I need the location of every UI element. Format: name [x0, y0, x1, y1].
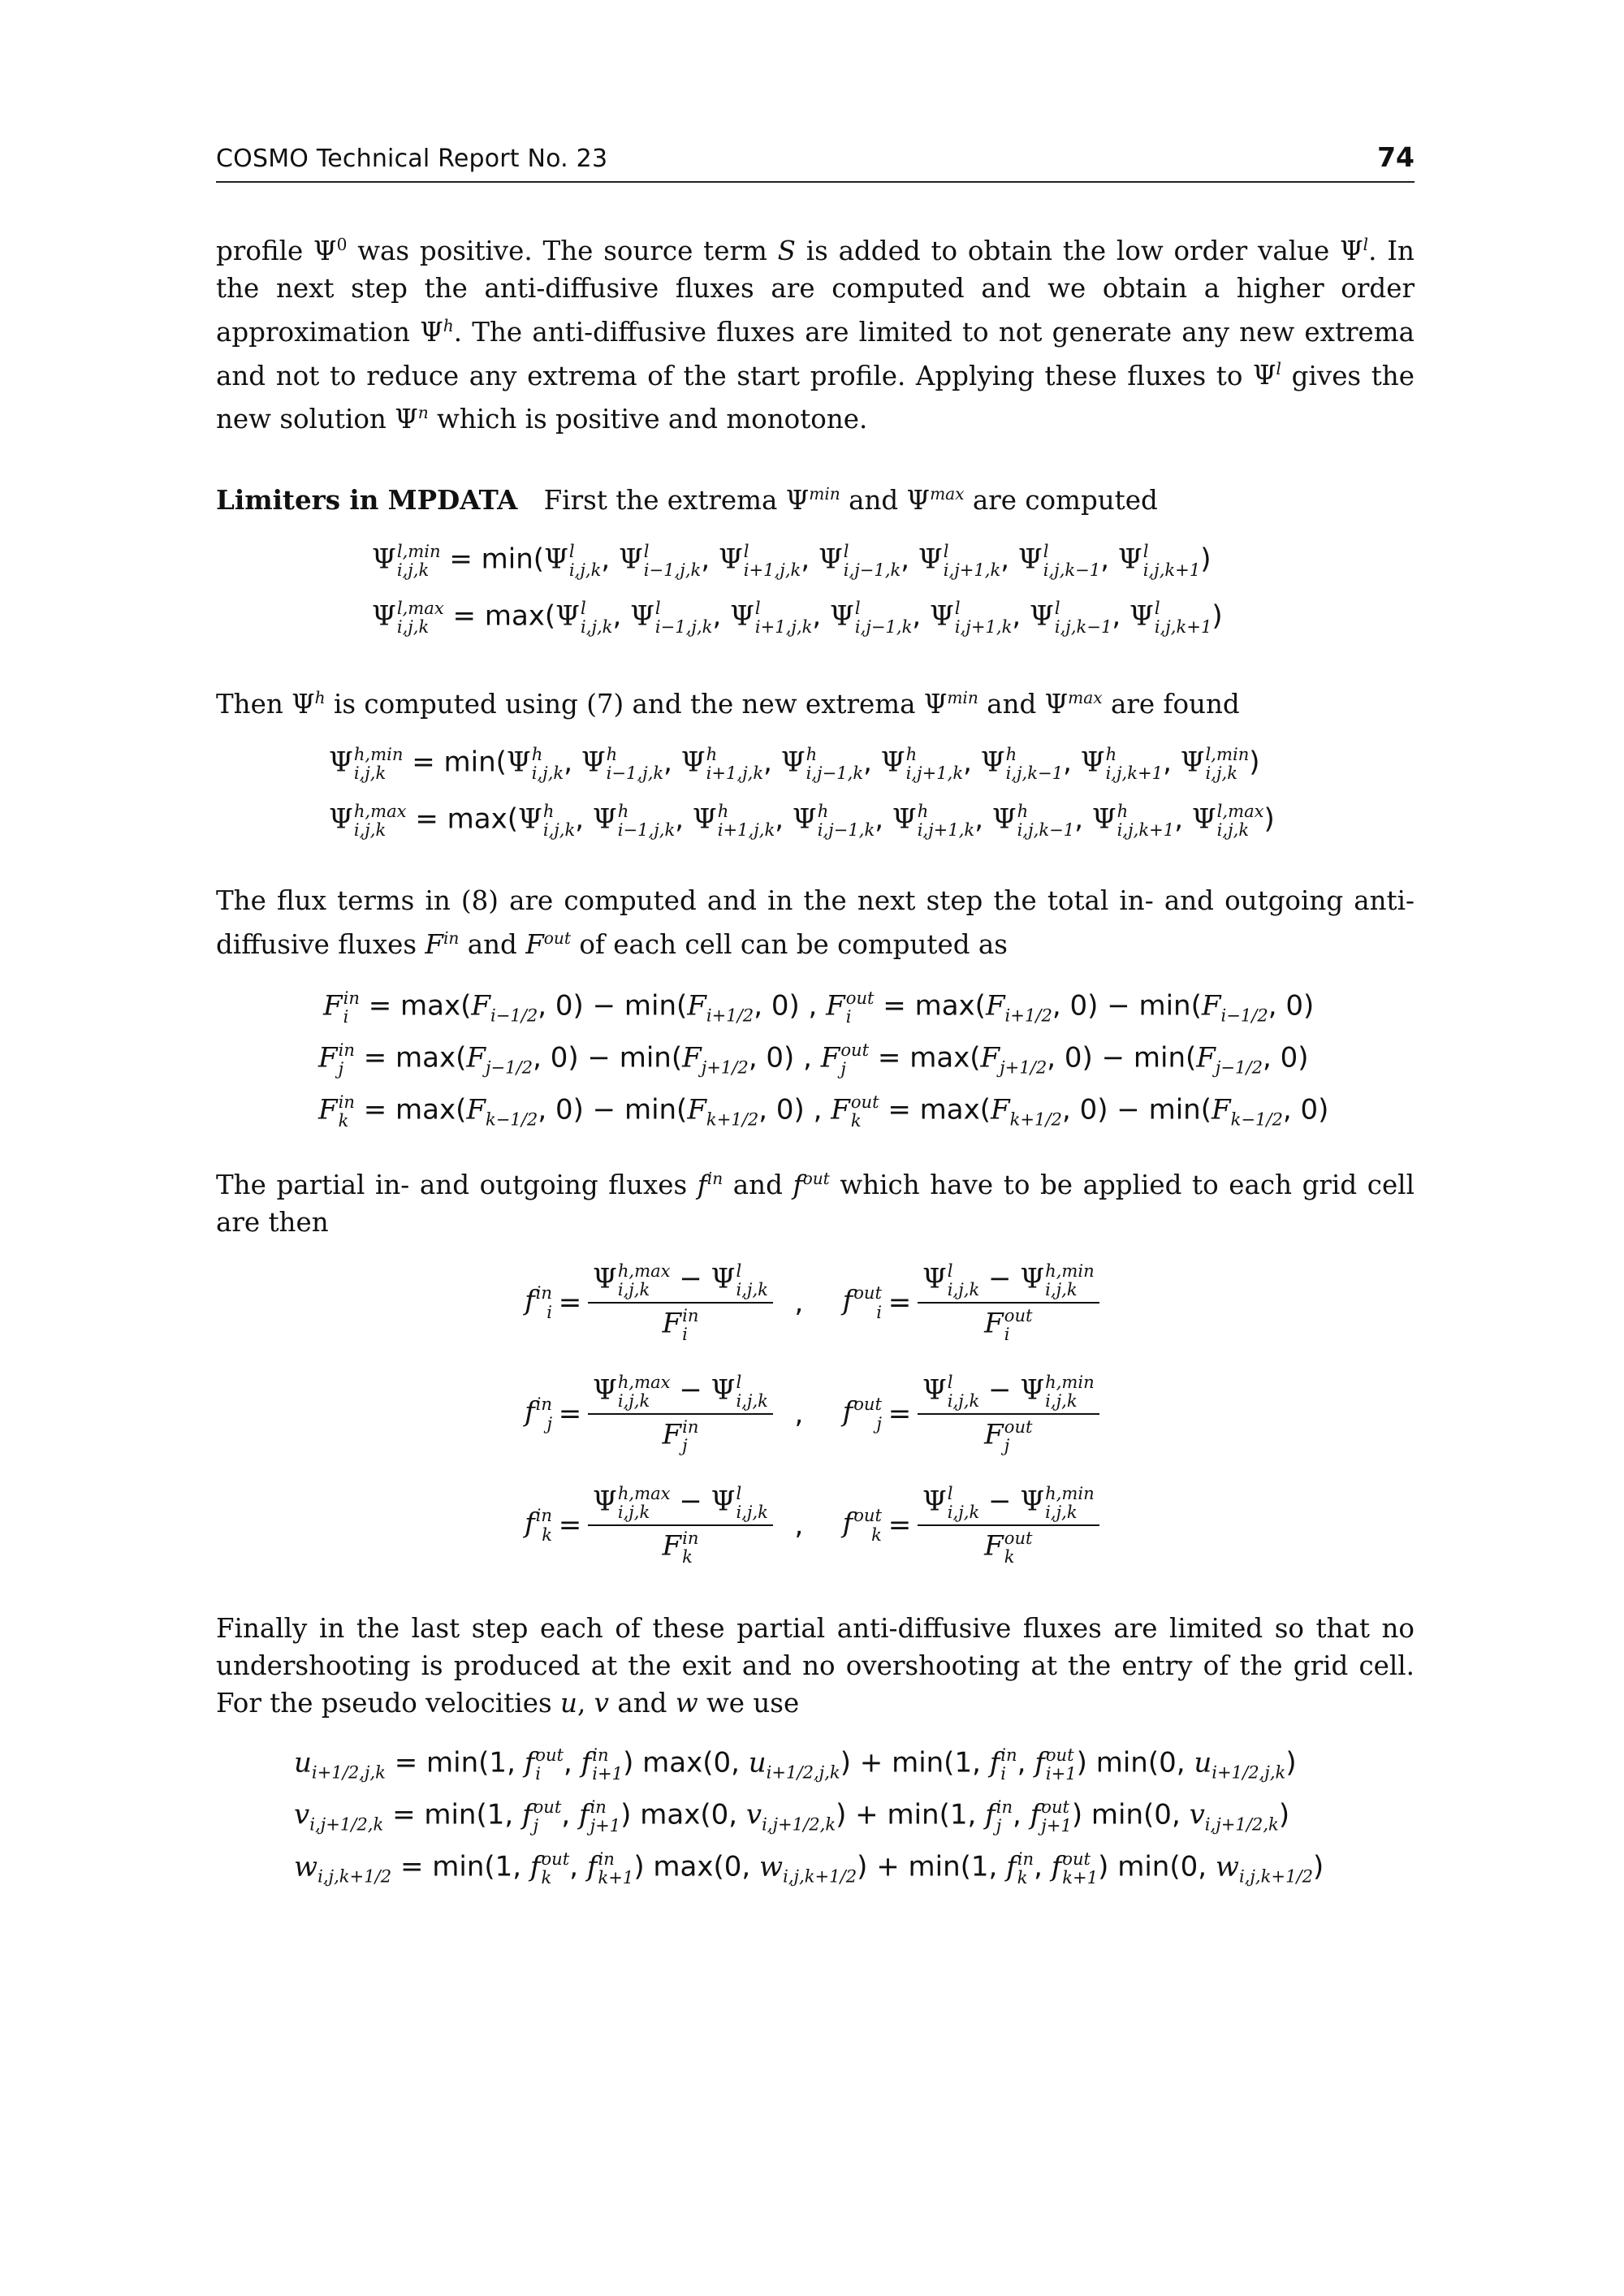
running-header-title: COSMO Technical Report No. 23: [216, 145, 608, 173]
equation-f-k: f in k = Ψ h,max i,j,k − Ψ l i,j,k F in k , f out k = Ψ l i,j,k − Ψ h,min i,j,k F out k: [503, 1469, 1099, 1580]
partial-flux-equations: [503, 1247, 1099, 1580]
equation-psi-l-max: Ψ l,max i,j,k = max(Ψ l i,j,k , Ψ l i−1,j,k , Ψ l i+1,j,k , Ψ l i,j−1,k , Ψ l i,j+1,k , Ψ l i,j,k−1 , Ψ l i,j,k+1 ): [372, 598, 1223, 638]
equation-F-j: F in j = $\max(F_{j-1/2}$, $0) - \min(F_{j+1/2}$, 0) , F out j = $\max(F_{j+1/2}$, $0) - \min(F_{j-1/2}$, 0): [318, 1040, 1309, 1079]
page-number: 74: [1377, 141, 1415, 173]
equation-f-i: f in i = Ψ h,max i,j,k − Ψ l i,j,k F in i , f out i = Ψ l i,j,k − Ψ h,min i,j,k F out i: [503, 1247, 1099, 1358]
equation-v: $v_{i,j+1/2,k} = \min(1$, f out j , f in j+1 ) max(0, $v_{i,j+1/2,k}) + \min(1$, f in j , f out j+1 ) min(0, $v_{i,j+1/2,k}$): [294, 1797, 1290, 1836]
equation-u: $u_{i+1/2,j,k} = \min(1$, f out i , f in i+1 ) max(0, $u_{i+1/2,j,k}) + \min(1$, f in i , f out i+1 ) min(0, $u_{i+1/2,j,k}$): [294, 1745, 1297, 1784]
equation-psi-h-min: Ψ h,min i,j,k = min(Ψ h i,j,k , Ψ h i−1,j,k , Ψ h i+1,j,k , Ψ h i,j−1,k , Ψ h i,j+1,k , Ψ h i,j,k−1 , Ψ h i,j,k+1 , Ψ l,min i,j,k ): [329, 744, 1260, 784]
equation-psi-h-max: Ψ h,max i,j,k = max(Ψ h i,j,k , Ψ h i−1,j,k , Ψ h i+1,j,k , Ψ h i,j−1,k , Ψ h i,j+1,k , Ψ h i,j,k−1 , Ψ h i,j,k+1 , Ψ l,max i,j,k ): [329, 801, 1275, 841]
paragraph-limiters: Limiters in MPDATA First the extrema $\Psi^{min}$ and $\Psi^{max}$ are computed: [216, 483, 1158, 516]
paragraph-intro: profile $\Psi^0$ was positive. The source term S is added to obtain the low order value $\Psi^l$. In the next step the anti-diffusive fluxes are computed and we obtain a higher order approximation $\Psi^h$. The anti-diffusive fluxes are limited to not generate any new extrema and not to reduce any extrema of the start profile. Applying these fluxes to $\Psi^l$ gives the new solution $\Psi^n$ which is positive and monotone.: [216, 235, 1415, 435]
equation-F-i: F in i = $\max(F_{i-1/2}$, $0) - \min(F_{i+1/2}$, 0) , F out i = $\max(F_{i+1/2}$, $0) - \min(F_{i-1/2}$, 0): [323, 988, 1315, 1027]
paragraph-finally: Finally in the last step each of these partial anti-diffusive fluxes are limited so that no undershooting is produced at the exit and no overshooting at the entry of the grid cell. For the pseudo velocities u, v and w we use: [216, 1613, 1415, 1719]
paragraph-flux-terms: The flux terms in (8) are computed and in the next step the total in- and outgoing anti- diffusive fluxes $F^{in}$ and $F^{out}$ of each cell can be computed as: [216, 885, 1415, 960]
paragraph-partial-fluxes: The partial in- and outgoing fluxes $f^{in}$ and $f^{out}$ which have to be applied to each grid cell are then: [216, 1169, 1415, 1238]
header-rule: [216, 181, 1415, 183]
equation-F-k: F in k = $\max(F_{k-1/2}$, $0) - \min(F_{k+1/2}$, 0) , F out k = $\max(F_{k+1/2}$, $0) - \min(F_{k-1/2}$, 0): [318, 1092, 1329, 1131]
section-heading: Limiters in MPDATA: [216, 483, 518, 516]
equation-psi-l-min: Ψ l,min i,j,k = min(Ψ l i,j,k , Ψ l i−1,j,k , Ψ l i+1,j,k , Ψ l i,j−1,k , Ψ l i,j+1,k , Ψ l i,j,k−1 , Ψ l i,j,k+1 ): [372, 541, 1212, 581]
equation-f-j: f in j = Ψ h,max i,j,k − Ψ l i,j,k F in j , f out j = Ψ l i,j,k − Ψ h,min i,j,k F out j: [503, 1358, 1099, 1469]
equation-w: $w_{i,j,k+1/2} = \min(1$, f out k , f in k+1 ) max(0, $w_{i,j,k+1/2}) + \min(1$, f in k , f out k+1 ) min(0, $w_{i,j,k+1/2}$): [294, 1848, 1324, 1888]
paragraph-then: Then $\Psi^h$ is computed using (7) and the new extrema $\Psi^{min}$ and $\Psi^{max}$ are found: [216, 688, 1240, 720]
